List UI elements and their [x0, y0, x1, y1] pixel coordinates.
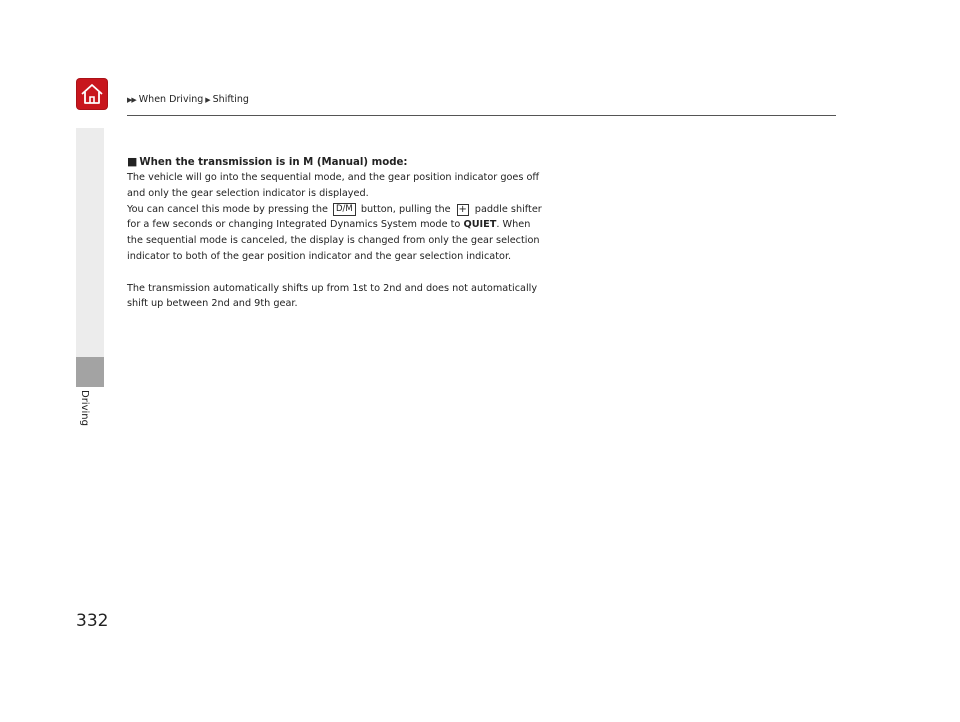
breadcrumb-link-shifting[interactable]: Shifting	[212, 94, 249, 105]
side-tab-background	[76, 128, 104, 357]
text-line: The vehicle will go into the sequential mode, and the gear position indicator goes off	[127, 172, 540, 183]
home-icon	[80, 83, 104, 105]
text-line: and only the gear selection indicator is displayed.	[127, 187, 369, 199]
header-divider	[127, 115, 836, 116]
plus-paddle-key: +	[458, 203, 467, 215]
home-button[interactable]	[76, 78, 108, 110]
paragraph-sequential-mode	[127, 170, 567, 202]
breadcrumb-arrow-icon: ▶	[205, 96, 211, 104]
paragraph-auto-shift	[127, 281, 567, 313]
paragraph-spacer	[127, 265, 567, 281]
breadcrumb	[127, 93, 249, 107]
breadcrumb-link-when-driving[interactable]: When Driving	[138, 94, 204, 105]
side-tab-active-marker	[76, 357, 104, 387]
text-fragment: You can cancel this mode by pressing the	[127, 203, 328, 215]
dm-button-key: D/M	[333, 203, 356, 216]
section-heading-text: When the transmission is in M (Manual) mode:	[139, 157, 408, 168]
page-number: 332	[76, 611, 109, 631]
breadcrumb-arrows-icon: ▶▶	[127, 96, 136, 104]
side-tab-label[interactable]: Driving	[79, 390, 90, 426]
text-line: indicator to both of the gear position indicator and the gear selection indicator.	[127, 250, 512, 262]
text-line: The transmission automatically shifts up from 1st to 2nd and does not automatically	[127, 282, 538, 294]
section-content	[127, 154, 567, 312]
quiet-mode-label: QUIET	[463, 219, 497, 231]
text-line: the sequential mode is canceled, the display is changed from only the gear selection	[127, 235, 540, 247]
text-fragment: . When	[496, 219, 531, 231]
paragraph-cancel-mode	[127, 202, 567, 265]
square-bullet-icon: ■	[127, 155, 138, 168]
text-fragment: button, pulling the	[360, 203, 451, 215]
section-heading	[127, 154, 567, 170]
text-fragment: paddle shifter	[474, 203, 542, 215]
text-line: shift up between 2nd and 9th gear.	[127, 298, 298, 310]
text-fragment: for a few seconds or changing Integrated Dynamics System mode to	[127, 219, 461, 231]
